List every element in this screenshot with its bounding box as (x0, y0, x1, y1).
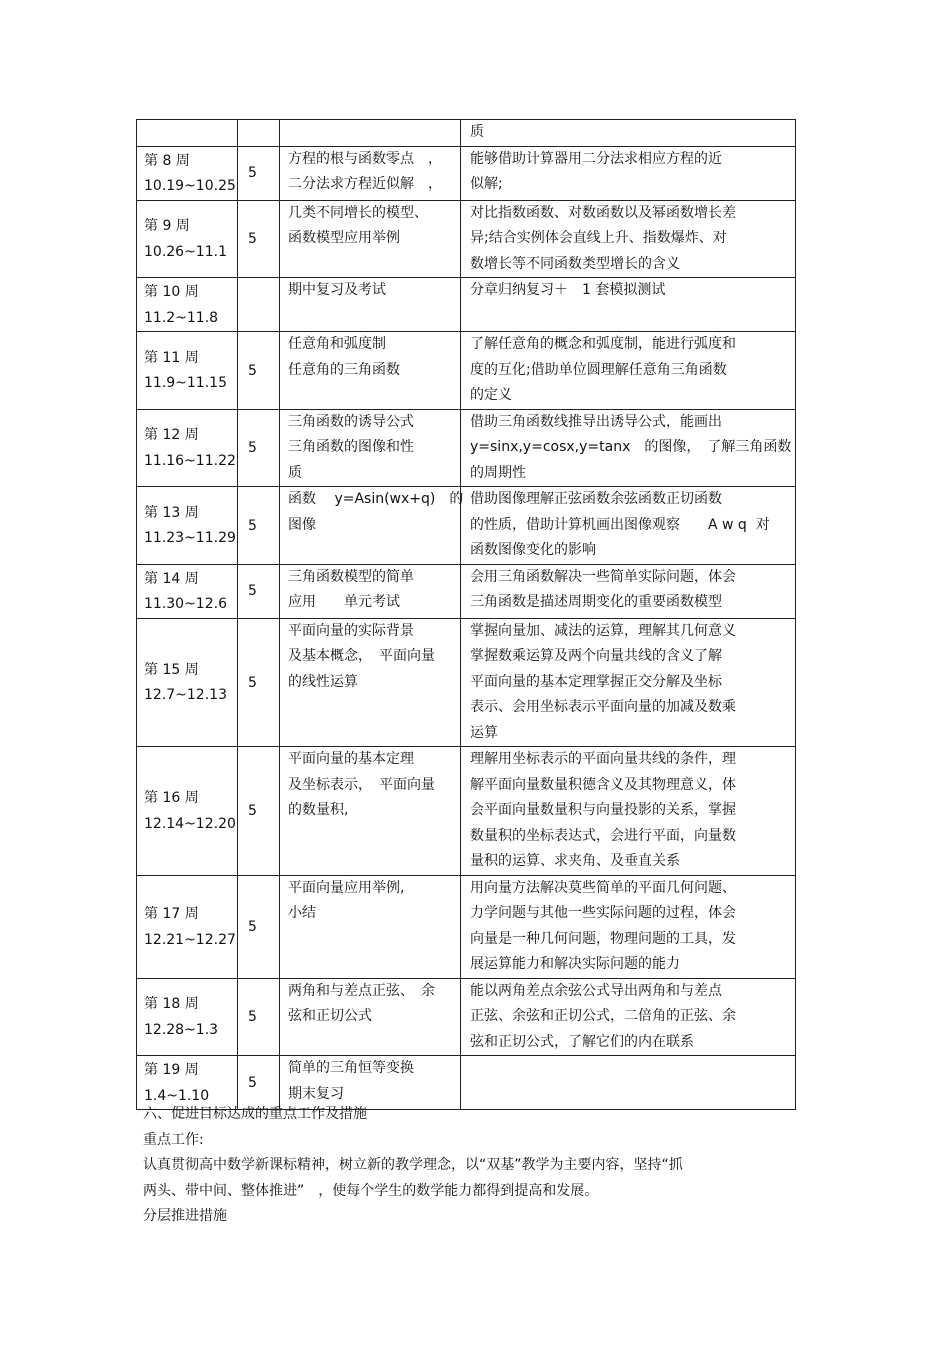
schedule-row (137, 200, 796, 278)
schedule-row (137, 875, 796, 978)
content-cell-line: 三角函数的诱导公式 (288, 413, 414, 430)
content-cell-line: 简单的三角恒等变换 (288, 1060, 414, 1076)
goals-cell-line: 的性质，借助计算机画出图像观察 A w q 对 (470, 516, 770, 533)
hours-cell-value: 5 (248, 583, 257, 600)
section-measures: 分层推进措施 (143, 1208, 227, 1224)
schedule-row (137, 487, 796, 565)
goals-cell-line: 似解; (470, 176, 503, 192)
goals-cell-line: 掌握数乘运算及两个向量共线的含义了解 (470, 648, 722, 664)
goals-cell-line: 力学问题与其他一些实际问题的过程，体会 (470, 905, 736, 921)
content-cell-line: 期中复习及考试 (288, 282, 386, 298)
hours-cell-value: 5 (248, 231, 257, 247)
goals-cell (461, 978, 796, 1056)
content-cell-line: 两角和与差点正弦、 余 (288, 982, 435, 999)
week-cell (137, 875, 238, 978)
hours-cell (238, 200, 280, 278)
content-cell (280, 564, 461, 618)
content-cell-line: 及坐标表示， 平面向量 (288, 776, 435, 793)
goals-cell-line: 度的互化;借助单位圆理解任意角三角函数 (470, 361, 727, 378)
goals-cell-line: 质 (470, 124, 484, 140)
section-heading: 六、促进目标达成的重点工作及措施 (143, 1106, 367, 1122)
week-cell-line: 12.14~12.20 (144, 815, 236, 832)
hours-cell-value: 5 (248, 517, 257, 534)
content-cell-line: 小结 (288, 905, 316, 921)
content-cell-line: 及基本概念， 平面向量 (288, 648, 435, 664)
week-cell-line: 11.2~11.8 (144, 309, 219, 326)
goals-cell-line: 数量积的坐标表达式，会进行平面，向量数 (470, 827, 736, 844)
hours-cell (238, 747, 280, 876)
content-cell-line: 任意角的三角函数 (288, 361, 400, 378)
goals-cell-line: 运算 (470, 724, 498, 741)
content-cell-line: 函数模型应用举例 (288, 230, 400, 246)
week-cell (137, 278, 238, 332)
week-cell-line: 第 11 周 (144, 349, 199, 366)
goals-cell (461, 146, 796, 200)
schedule-row (137, 409, 796, 487)
schedule-row (137, 278, 796, 332)
schedule-row (137, 564, 796, 618)
week-cell-line: 第 19 周 (144, 1062, 199, 1078)
week-cell (137, 618, 238, 747)
content-cell (280, 200, 461, 278)
goals-cell (461, 618, 796, 747)
schedule-row (137, 146, 796, 200)
hours-cell (238, 278, 280, 332)
content-cell (280, 487, 464, 565)
schedule-row (137, 978, 796, 1056)
content-cell-line: 的数量积, (288, 802, 349, 818)
content-cell (280, 747, 461, 876)
goals-cell-line: 会用三角函数解决一些简单实际问题，体会 (470, 568, 736, 585)
goals-cell-line: 借助图像理解正弦函数余弦函数正切函数 (470, 491, 722, 507)
week-cell (137, 978, 238, 1056)
content-cell (280, 120, 461, 147)
schedule-row (137, 747, 796, 876)
goals-cell (461, 875, 796, 978)
week-cell-line: 11.9~11.15 (144, 375, 227, 392)
content-cell (280, 978, 461, 1056)
content-cell-line: 应用 单元考试 (288, 594, 400, 610)
goals-cell-line: 量积的运算、求夹角、及垂直关系 (470, 853, 680, 869)
week-cell-line: 11.23~11.29 (144, 530, 236, 547)
week-cell-line: 10.26~11.1 (144, 243, 227, 260)
week-cell-line: 第 12 周 (144, 427, 199, 444)
goals-cell-line: 的定义 (470, 387, 512, 403)
hours-cell-value: 5 (248, 165, 257, 182)
content-cell-line: 质 (288, 464, 302, 481)
content-cell (280, 875, 461, 978)
hours-cell (238, 875, 280, 978)
hours-cell (238, 978, 280, 1056)
goals-cell-line: 函数图像变化的影响 (470, 542, 596, 558)
goals-cell-line: 展运算能力和解决实际问题的能力 (470, 956, 680, 972)
week-cell (137, 409, 238, 487)
schedule-row (137, 618, 796, 747)
goals-cell-line: 借助三角函数线推导出诱导公式，能画出 (470, 413, 722, 430)
week-cell-line: 第 18 周 (144, 996, 199, 1013)
goals-cell-line: y=sinx,y=cosx,y=tanx 的图像， 了解三角函数 (470, 439, 792, 455)
goals-cell (461, 564, 796, 618)
week-cell (137, 200, 238, 278)
week-cell-line: 第 13 周 (144, 504, 199, 521)
schedule-table-body (137, 120, 796, 1110)
goals-cell (461, 332, 796, 410)
goals-cell (461, 747, 796, 876)
week-cell-line: 12.28~1.3 (144, 1021, 219, 1038)
week-cell-line: 第 14 周 (144, 570, 199, 587)
goals-cell-line: 的周期性 (470, 464, 526, 481)
content-cell (280, 332, 461, 410)
goals-cell-line: 向量是一种几何问题，物理问题的工具，发 (470, 930, 736, 947)
goals-cell-line: 对比指数函数、对数函数以及幂函数增长差 (470, 204, 736, 221)
key-work-section (143, 1102, 763, 1230)
section-body-line-2: 两头、带中间、整体推进” ，使每个学生的数学能力都得到提高和发展。 (143, 1182, 599, 1199)
goals-cell (461, 487, 796, 565)
hours-cell-value: 5 (248, 803, 257, 819)
goals-cell (461, 278, 796, 332)
goals-cell-line: 数增长等不同函数类型增长的含义 (470, 255, 680, 272)
goals-cell-line: 能以两角差点余弦公式导出两角和与差点 (470, 982, 722, 999)
content-cell (280, 146, 461, 200)
goals-cell-line: 正弦、余弦和正切公式，二倍角的正弦、余 (470, 1008, 736, 1024)
week-cell-line: 10.19~10.25 (144, 178, 236, 194)
week-cell (137, 332, 238, 410)
goals-cell-line: 用向量方法解决莫些简单的平面几何问题、 (470, 879, 736, 896)
content-cell (280, 618, 461, 747)
content-cell-line: 任意角和弧度制 (288, 336, 386, 352)
hours-cell (238, 618, 280, 747)
week-cell-line: 第 17 周 (144, 906, 199, 922)
hours-cell (238, 487, 280, 565)
content-cell-line: 三角函数的图像和性 (288, 439, 414, 455)
hours-cell-value: 5 (248, 918, 257, 935)
content-cell-line: 平面向量的实际背景 (288, 622, 414, 639)
week-cell-line: 第 9 周 (144, 218, 190, 235)
content-cell-line: 方程的根与函数零点 ， (288, 150, 442, 167)
content-cell-line: 平面向量的基本定理 (288, 751, 414, 767)
hours-cell-value: 5 (248, 440, 257, 456)
goals-cell-line: 三角函数是描述周期变化的重要函数模型 (470, 594, 722, 610)
week-cell (137, 487, 238, 565)
week-cell (137, 146, 238, 200)
week-cell-line: 1.4~1.10 (144, 1087, 210, 1104)
goals-cell-line: 会平面向量数量积与向量投影的关系，掌握 (470, 802, 736, 818)
week-cell-line: 第 8 周 (144, 152, 190, 169)
content-cell-line: 二分法求方程近似解 ， (288, 176, 442, 192)
content-cell-line: 函数 y=Asin(wx+q) 的 (288, 491, 464, 507)
teaching-schedule-table (136, 119, 796, 1110)
goals-cell (461, 200, 796, 278)
week-cell (137, 120, 238, 147)
goals-cell-line: 了解任意角的概念和弧度制，能进行弧度和 (470, 336, 736, 352)
section-body-line-1: 认真贯彻高中数学新课标精神，树立新的教学理念，以“双基”教学为主要内容，坚持“抓 (143, 1157, 683, 1173)
week-cell (137, 564, 238, 618)
content-cell (280, 409, 461, 487)
section-subheading: 重点工作: (143, 1131, 204, 1148)
schedule-row (137, 332, 796, 410)
content-cell (280, 278, 461, 332)
hours-cell (238, 146, 280, 200)
goals-cell-line: 能够借助计算器用二分法求相应方程的近 (470, 150, 722, 167)
goals-cell (461, 409, 796, 487)
goals-cell-line: 异;结合实例体会直线上升、指数爆炸、对 (470, 230, 727, 246)
hours-cell (238, 409, 280, 487)
week-cell-line: 12.21~12.27 (144, 931, 236, 948)
content-cell-line: 期末复习 (288, 1085, 344, 1102)
week-cell (137, 747, 238, 876)
goals-cell-line: 平面向量的基本定理掌握正交分解及坐标 (470, 673, 722, 690)
goals-cell (461, 120, 796, 147)
content-cell-line: 平面向量应用举例, (288, 879, 405, 896)
goals-cell-line: 弦和正切公式，了解它们的内在联系 (470, 1033, 694, 1050)
hours-cell-value: 5 (248, 674, 257, 691)
hours-cell (238, 120, 280, 147)
week-cell-line: 第 15 周 (144, 661, 199, 678)
hours-cell (238, 564, 280, 618)
week-cell-line: 12.7~12.13 (144, 687, 227, 704)
goals-cell-line: 分章归纳复习＋ 1 套模拟测试 (470, 282, 666, 298)
week-cell-line: 11.16~11.22 (144, 452, 236, 469)
week-cell-line: 第 10 周 (144, 284, 199, 300)
week-cell-line: 第 16 周 (144, 790, 199, 807)
content-cell-line: 几类不同增长的模型、 (288, 204, 428, 221)
content-cell-line: 的线性运算 (288, 673, 358, 690)
hours-cell (238, 332, 280, 410)
schedule-row (137, 120, 796, 147)
goals-cell-line: 掌握向量加、减法的运算，理解其几何意义 (470, 622, 736, 639)
hours-cell-value: 5 (248, 1074, 257, 1091)
content-cell-line: 三角函数模型的简单 (288, 568, 414, 585)
goals-cell-line: 解平面向量数量积德含义及其物理意义，体 (470, 776, 736, 793)
hours-cell-value: 5 (248, 1009, 257, 1025)
content-cell-line: 弦和正切公式 (288, 1008, 372, 1024)
content-cell-line: 图像 (288, 516, 316, 533)
goals-cell-line: 表示、会用坐标表示平面向量的加减及数乘 (470, 699, 736, 715)
goals-cell-line: 理解用坐标表示的平面向量共线的条件，理 (470, 751, 736, 767)
hours-cell-value: 5 (248, 362, 257, 379)
week-cell-line: 11.30~12.6 (144, 596, 227, 612)
